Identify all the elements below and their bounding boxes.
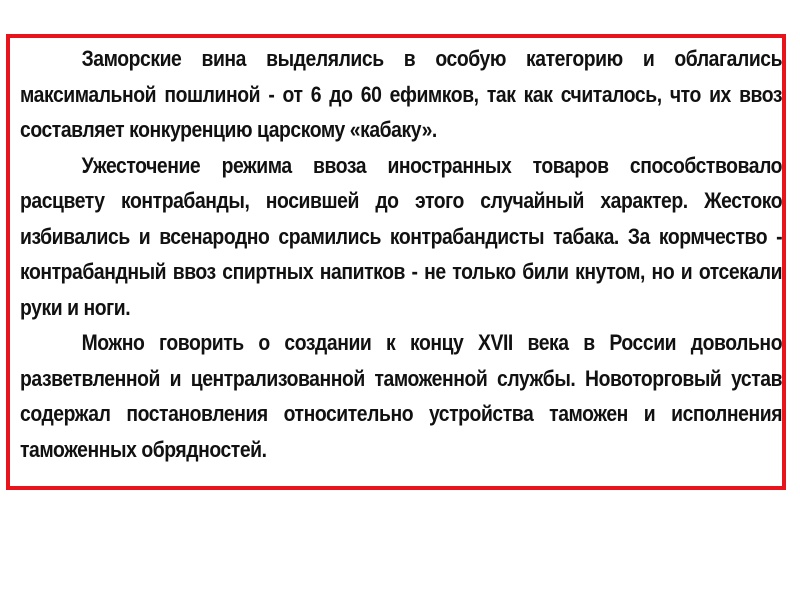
text-frame bbox=[6, 34, 786, 490]
paragraph-contraband: Ужесточение режима ввоза иностранных товаров способствовало расцвету контрабанды, носившей до этого случайный характер. Жестоко избивались и всенародно срамились контрабандисты табака. За кормчество - контрабандный ввоз спиртных напитков - не только били кнутом, но и отсекали руки и ноги. bbox=[20, 152, 783, 320]
paragraph-customs-service: Можно говорить о создании к концу XVII века в России довольно разветвленной и централизованной таможенной службы. Новоторговый устав содержал постановления относительно устройства таможен и исполнения таможенных обрядностей. bbox=[20, 330, 783, 462]
document-body bbox=[20, 41, 782, 467]
paragraph-wines: Заморские вина выделялись в особую категорию и облагались максимальной пошлиной - от 6 до 60 ефимков, так как считалось, что их ввоз составляет конкуренцию царскому «кабаку». bbox=[20, 46, 783, 142]
